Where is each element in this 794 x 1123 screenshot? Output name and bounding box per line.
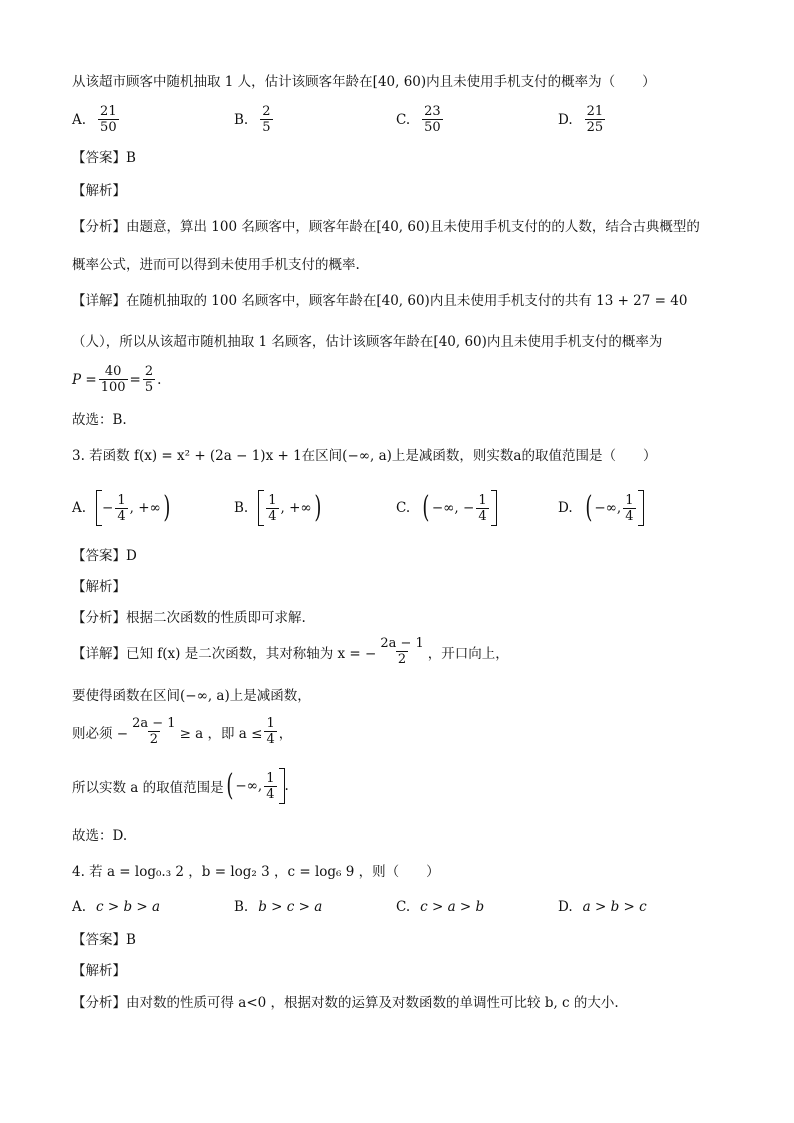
text: 则必须 − [72,725,129,742]
option-fraction: $\frac{23}{50}$ [424,104,441,135]
q3-line4 [72,768,289,804]
q3-choose: 故选：D. [72,828,128,844]
text: 所以实数 a 的取值范围是 [72,780,224,796]
q4-option-a [72,899,160,915]
q2-fenxi-line1: 【分析】由题意，算出 100 名顾客中，顾客年龄在[40, 60)且未使用手机支付的的人数，结合古典概型的 [72,219,700,235]
option-fraction: $\frac{2}{5}$ [262,104,271,135]
option-pre: − [102,500,114,516]
left-paren: ( [584,490,593,525]
option-label: A. [72,111,87,128]
option-fraction: $\frac{1}{4}$ [268,492,277,524]
option-text: a > b > c [582,899,647,915]
option-label: A. [72,500,87,516]
option-fraction: $\frac{1}{4}$ [625,492,634,524]
q4-answer: 【答案】B [72,932,136,948]
q3-option-d [558,490,644,526]
option-fraction: $\frac{1}{4}$ [478,492,487,524]
q4-option-d [558,899,647,915]
right-bracket [638,490,644,526]
q2-fenxi-line2: 概率公式，进而可以得到未使用手机支付的概率. [72,257,360,273]
fraction: $\frac{2a - 1}{2}$ [132,716,176,747]
text: ，开口向上， [427,645,509,662]
option-label: A. [72,899,87,915]
option-text: b > c > a [258,899,323,915]
left-bracket [258,490,264,526]
formula-equals: = [129,371,141,388]
right-paren: ) [313,490,322,525]
q2-option-b [234,104,275,135]
option-label: B. [234,111,249,128]
q3-stem: 3. 若函数 f(x) = x² + (2a − 1)x + 1在区间(−∞, a)上是减函数，则实数a的取值范围是（ ） [72,448,657,464]
left-paren: ( [225,768,234,803]
left-paren: ( [422,490,430,525]
option-text: c > a > b [420,899,485,915]
q4-option-b [234,899,322,915]
q4-option-c [396,899,484,915]
q2-choose: 故选：B. [72,412,127,428]
option-text: c > b > a [96,899,161,915]
q3-answer: 【答案】D [72,548,137,564]
q3-option-a [72,490,173,526]
formula-period: . [157,371,162,388]
formula-fraction-2: $\frac{2}{5}$ [144,364,154,395]
right-paren: ) [163,490,171,525]
text: 【详解】已知 f(x) 是二次函数，其对称轴为 x = − [72,645,377,662]
q2-stem: 从该超市顾客中随机抽取 1 人，估计该顾客年龄在[40, 60)内且未使用手机支付的概率为（ ） [72,74,656,90]
text: ≥ a ，即 a ≤ [179,725,263,742]
option-post: , +∞ [129,500,161,516]
q4-fenxi: 【分析】由对数的性质可得 a<0 ，根据对数的运算及对数函数的单调性可比较 b, c 的大小. [72,995,619,1011]
text: −∞, [235,778,263,794]
right-bracket [491,490,497,526]
option-fraction: $\frac{1}{4}$ [117,492,126,524]
fraction: $\frac{1}{4}$ [266,716,275,747]
option-label: D. [558,899,573,915]
q4-stem: 4. 若 a = log₀.₃ 2 ，b = log₂ 3 ，c = log₆ 9 ，则（ ） [72,864,440,880]
q3-option-b [234,490,323,526]
text: ， [278,725,293,742]
option-label: B. [234,500,249,516]
text: . [284,778,289,794]
q3-line3 [72,716,292,747]
q2-probability-formula [72,364,161,395]
q2-option-c [396,104,445,135]
option-label: D. [558,111,573,128]
option-pre: −∞, [594,500,622,516]
option-post: , +∞ [280,500,312,516]
q2-xiangjie-line2: （人），所以从该超市随机抽取 1 名顾客，估计该顾客年龄在[40, 60)内且未使用手机支付的概率为 [72,334,663,350]
q3-xiangjie-line1 [72,636,509,667]
q2-answer: 【答案】B [72,150,136,166]
fraction: $\frac{2a - 1}{2}$ [380,636,424,667]
q4-analysis-heading: 【解析】 [72,963,126,979]
formula-fraction-1: $\frac{40}{100}$ [100,364,126,395]
fraction: $\frac{1}{4}$ [266,770,275,802]
option-label: B. [234,899,249,915]
option-label: C. [396,500,411,516]
q3-option-c [396,490,497,526]
q3-analysis-heading: 【解析】 [72,579,126,595]
q2-option-a [72,104,121,135]
option-label: C. [396,111,411,128]
option-label: C. [396,899,411,915]
q3-line2: 要使得函数在区间(−∞, a)上是减函数， [72,688,311,704]
option-pre: −∞, − [431,500,475,516]
option-fraction: $\frac{21}{25}$ [586,104,604,135]
option-label: D. [558,500,573,516]
formula-label: P = [72,371,97,388]
q2-option-d [558,104,607,135]
option-fraction: $\frac{21}{50}$ [100,104,117,135]
q2-xiangjie-line1: 【详解】在随机抽取的 100 名顾客中，顾客年龄在[40, 60)内且未使用手机支付的共有 13 + 27 = 40 [72,293,688,309]
q3-fenxi: 【分析】根据二次函数的性质即可求解. [72,610,306,626]
q2-analysis-heading: 【解析】 [72,183,126,199]
